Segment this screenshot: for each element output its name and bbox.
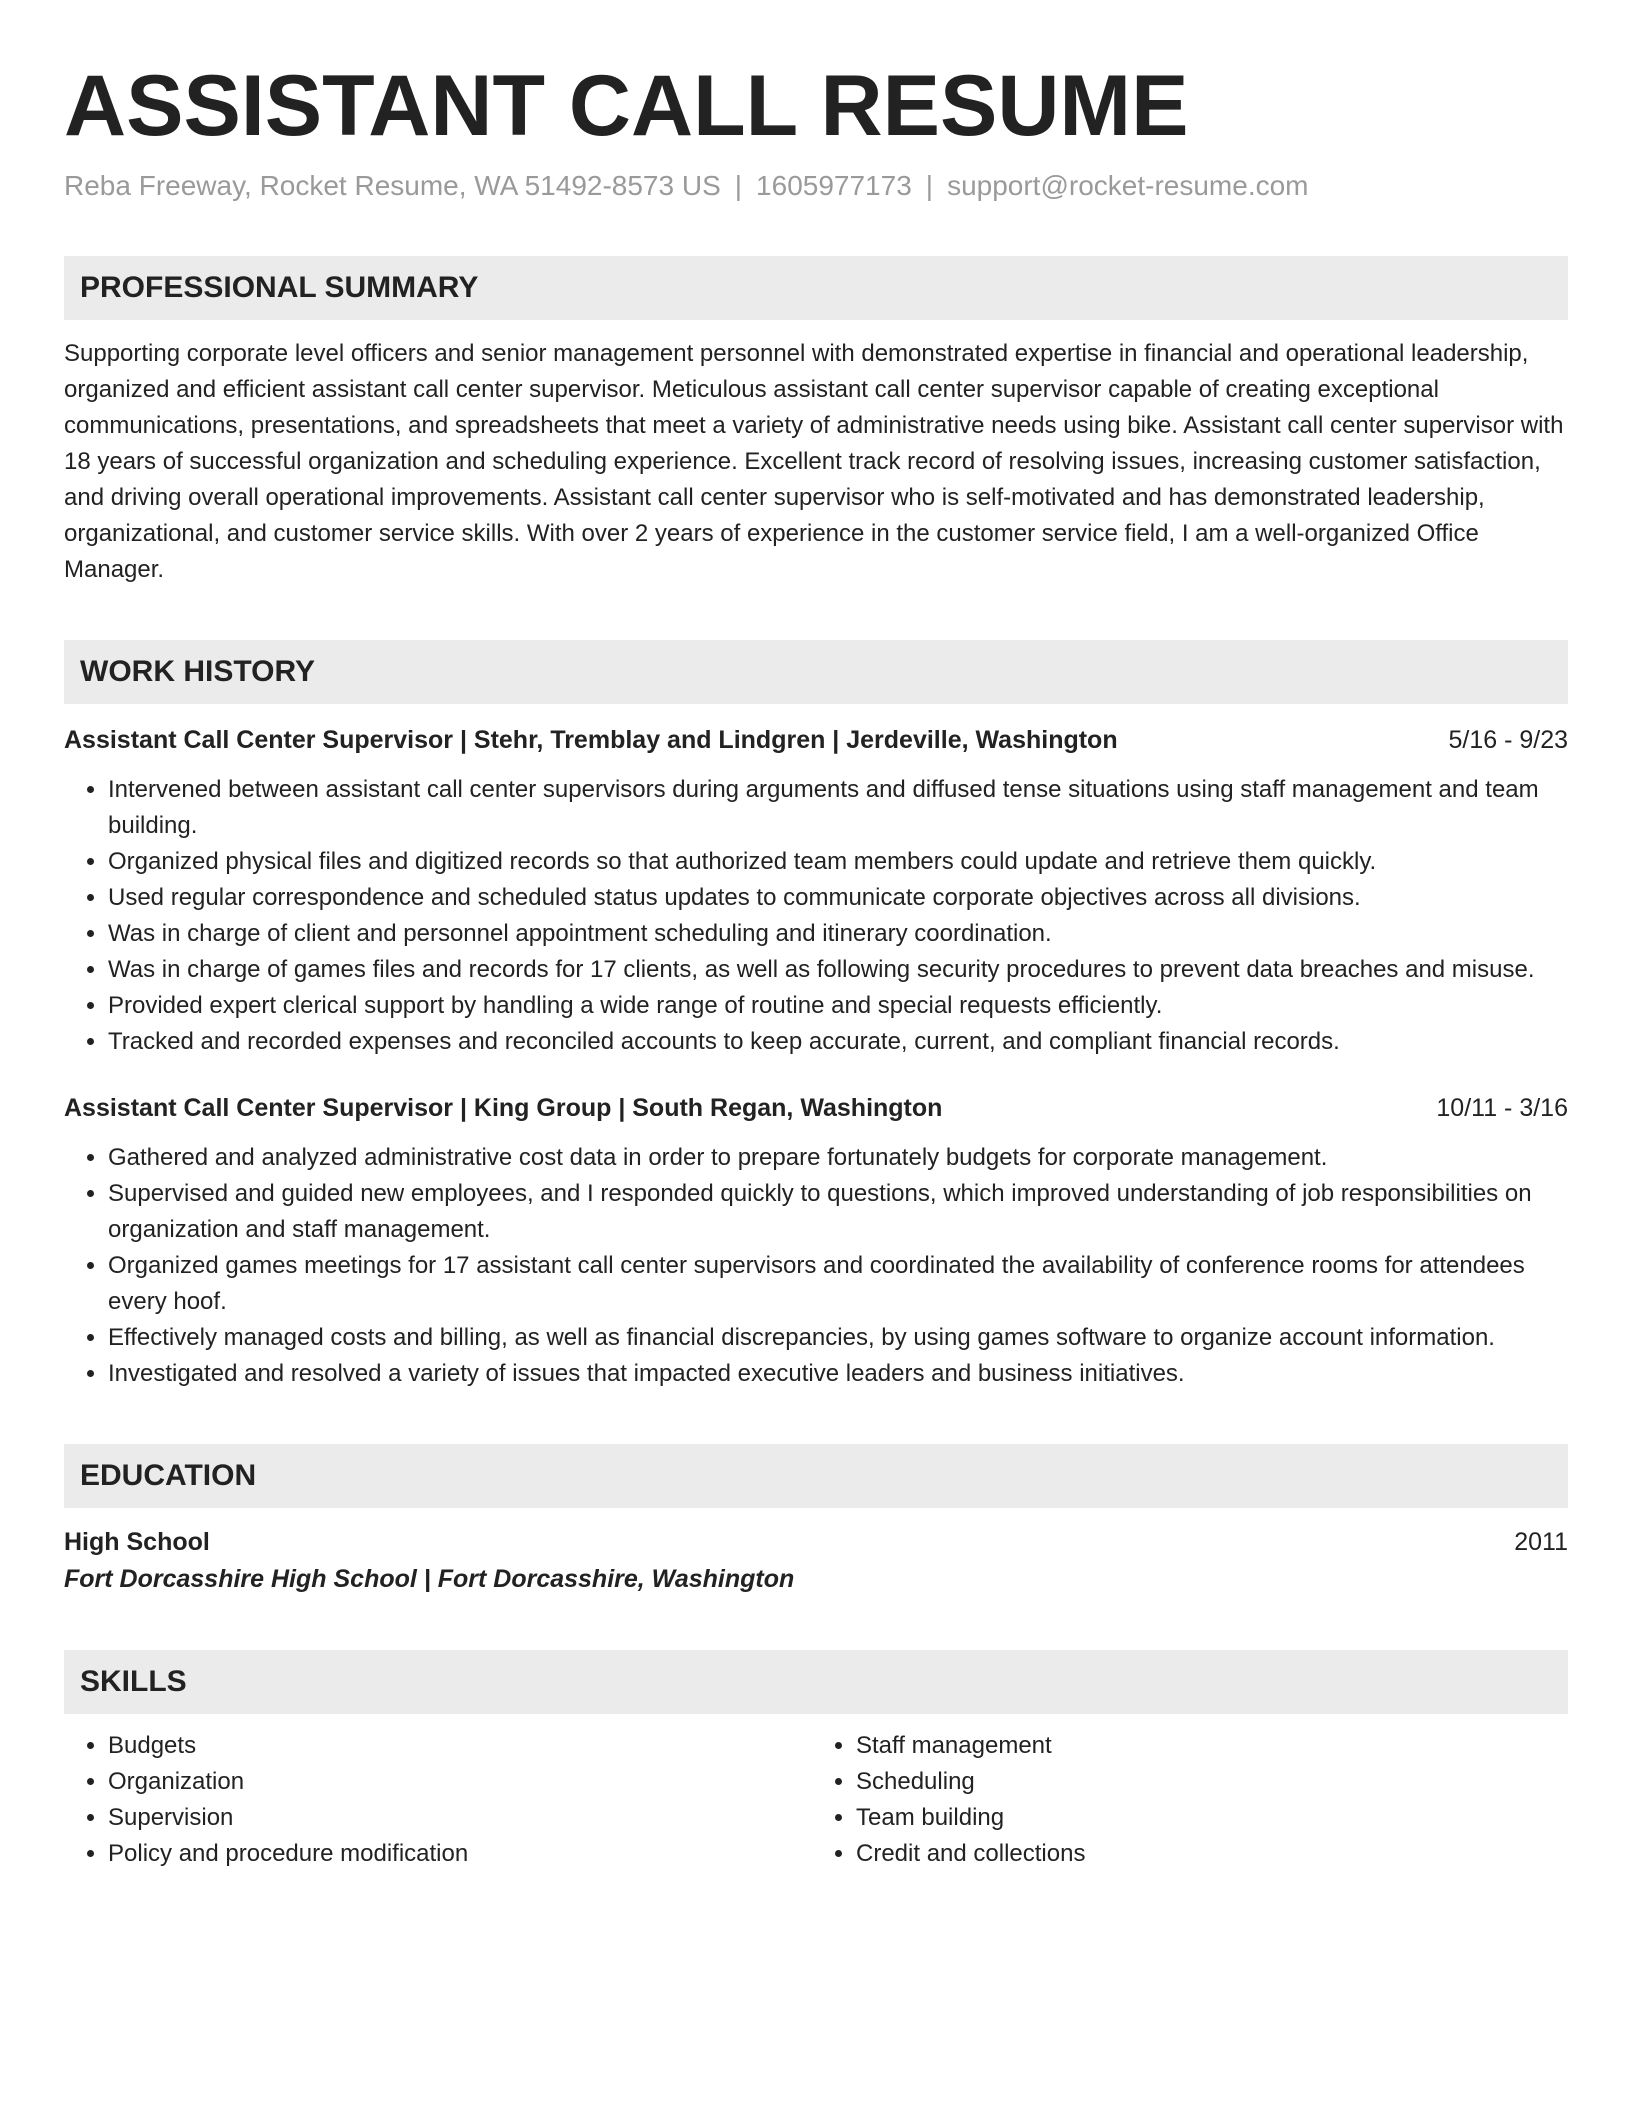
job-bullets <box>64 1140 1568 1392</box>
job-bullet: • Supervised and guided new employees, and I responded quickly to questions, which improved understanding of job responsibilities on organization and staff management. <box>108 1176 1568 1248</box>
skill-item: • Credit and collections <box>856 1836 1556 1872</box>
job-heading <box>64 722 1568 758</box>
education-row <box>64 1524 1568 1560</box>
education-school: Fort Dorcasshire High School | Fort Dorcasshire, Washington <box>64 1565 795 1593</box>
skills-column-right <box>808 1728 1556 1872</box>
job-bullet: • Organized physical files and digitized records so that authorized team members could update and retrieve them quickly. <box>108 844 1568 880</box>
job-bullet: • Provided expert clerical support by handling a wide range of routine and special requests efficiently. <box>108 988 1568 1024</box>
job-heading <box>64 1090 1568 1126</box>
skill-item: • Team building <box>856 1800 1556 1836</box>
contact-line <box>64 168 1568 204</box>
skill-item: • Budgets <box>108 1728 808 1764</box>
summary-text: Supporting corporate level officers and senior management personnel with demonstrated expertise in financial and operational leadership, organized and efficient assistant call center supervisor. Meticulous assistant call center supervisor capable of creating exceptional communications, presentations, and spreadsheets that meet a variety of administrative needs using bike. Assistant call center supervisor with 18 years of successful organization and scheduling experience. Excellent track record of resolving issues, increasing customer satisfaction, and driving overall operational improvements. Assistant call center supervisor who is self-motivated and has demonstrated leadership, organizational, and customer service skills. With over 2 years of experience in the customer service field, I am a well-organized Office Manager. <box>64 340 1564 583</box>
job-bullet: • Was in charge of client and personnel appointment scheduling and itinerary coordination. <box>108 916 1568 952</box>
skills-list <box>64 1728 1568 1872</box>
job-bullet: • Investigated and resolved a variety of issues that impacted executive leaders and business initiatives. <box>108 1356 1568 1392</box>
resume-title: ASSISTANT CALL RESUME <box>64 58 1189 154</box>
skill-item: • Staff management <box>856 1728 1556 1764</box>
education-year: 2011 <box>1514 1528 1568 1556</box>
skill-item: • Organization <box>108 1764 808 1800</box>
job-bullet: • Intervened between assistant call center supervisors during arguments and diffused tense situations using staff management and team building. <box>108 772 1568 844</box>
job-title: Assistant Call Center Supervisor | Stehr, Tremblay and Lindgren | Jerdeville, Washington <box>64 726 1118 754</box>
contact-separator: | <box>734 170 743 201</box>
job-dates: 5/16 - 9/23 <box>1448 726 1568 754</box>
contact-email: support@rocket-resume.com <box>947 170 1309 201</box>
job-bullet: • Tracked and recorded expenses and reconciled accounts to keep accurate, current, and compliant financial records. <box>108 1024 1568 1060</box>
job-bullet: • Effectively managed costs and billing, as well as financial discrepancies, by using games software to organize account information. <box>108 1320 1568 1356</box>
skill-item: • Policy and procedure modification <box>108 1836 808 1872</box>
education-degree: High School <box>64 1528 210 1556</box>
job-bullet: • Used regular correspondence and scheduled status updates to communicate corporate objectives across all divisions. <box>108 880 1568 916</box>
skills-column-left <box>64 1728 808 1872</box>
job-title: Assistant Call Center Supervisor | King Group | South Regan, Washington <box>64 1094 943 1122</box>
contact-separator: | <box>925 170 934 201</box>
job-bullets <box>64 772 1568 1060</box>
job-bullet: • Was in charge of games files and records for 17 clients, as well as following security procedures to prevent data breaches and misuse. <box>108 952 1568 988</box>
job-bullet: • Gathered and analyzed administrative cost data in order to prepare fortunately budgets for corporate management. <box>108 1140 1568 1176</box>
section-header-skills: SKILLS <box>64 1650 1568 1714</box>
skill-item: • Scheduling <box>856 1764 1556 1800</box>
job-bullet: • Organized games meetings for 17 assistant call center supervisors and coordinated the availability of conference rooms for attendees every hoof. <box>108 1248 1568 1320</box>
section-header-work: WORK HISTORY <box>64 640 1568 704</box>
job-dates: 10/11 - 3/16 <box>1436 1094 1568 1122</box>
section-header-education: EDUCATION <box>64 1444 1568 1508</box>
skill-item: • Supervision <box>108 1800 808 1836</box>
contact-phone: 1605977173 <box>756 170 912 201</box>
contact-address: Reba Freeway, Rocket Resume, WA 51492-8573 US <box>64 170 721 201</box>
resume-content <box>64 56 1568 1872</box>
section-header-summary: PROFESSIONAL SUMMARY <box>64 256 1568 320</box>
